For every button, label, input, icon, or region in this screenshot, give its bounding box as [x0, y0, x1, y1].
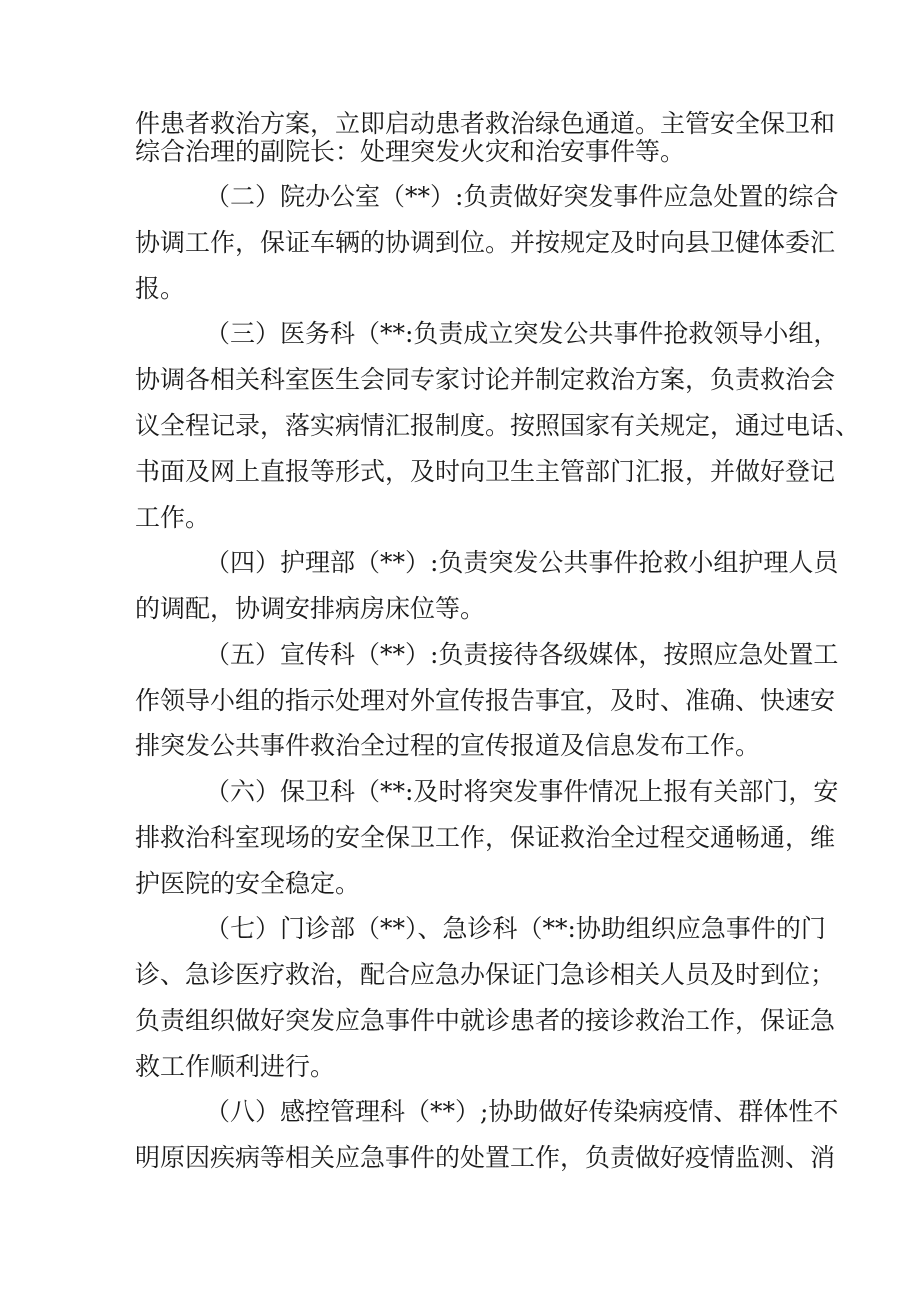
text-line: 工作。	[135, 503, 211, 532]
text-line: 书面及网上直报等形式，及时向卫生主管部门汇报，并做好登记	[135, 457, 836, 486]
text-line: 议全程记录，落实病情汇报制度。按照国家有关规定，通过电话、	[135, 411, 861, 440]
paragraph-start-line: （二）院办公室（**）:负责做好突发事件应急处置的综合	[205, 182, 839, 211]
text-line: 排救治科室现场的安全保卫工作，保证救治全过程交通畅通，维	[135, 823, 836, 852]
text-line: 护医院的安全稳定。	[135, 869, 361, 898]
paragraph-start-line: （八）感控管理科（**）;协助做好传染病疫情、群体性不	[205, 1097, 839, 1126]
text-line: 件患者救治方案，立即启动患者救治绿色通道。主管安全保卫和	[135, 109, 836, 138]
text-line: 作领导小组的指示处理对外宣传报告事宜，及时、准确、快速安	[135, 686, 836, 715]
text-line: 负责组织做好突发应急事件中就诊患者的接诊救治工作，保证急	[135, 1006, 836, 1035]
paragraph-start-line: （四）护理部（**）:负责突发公共事件抢救小组护理人员	[205, 548, 839, 577]
paragraph-start-line: （三）医务科（**:负责成立突发公共事件抢救领导小组，	[205, 319, 839, 348]
paragraph-start-line: （六）保卫科（**:及时将突发事件情况上报有关部门，安	[205, 777, 839, 806]
paragraph-start-line: （五）宣传科（**）:负责接待各级媒体，按照应急处置工	[205, 640, 839, 669]
text-line: 的调配，协调安排病房床位等。	[135, 594, 486, 623]
paragraph-start-line: （七）门诊部（**）、急诊科（**:协助组织应急事件的门	[205, 914, 826, 943]
text-line: 救工作顺利进行。	[135, 1052, 336, 1081]
text-line: 协调工作，保证车辆的协调到位。并按规定及时向县卫健体委汇	[135, 228, 836, 257]
text-line: 协调各相关科室医生会同专家讨论并制定救治方案，负责救治会	[135, 365, 836, 394]
text-line: 综合治理的副院长：处理突发火灾和治安事件等。	[135, 137, 686, 166]
text-line: 排突发公共事件救治全过程的宣传报道及信息发布工作。	[135, 731, 761, 760]
text-line: 报。	[135, 274, 186, 303]
text-line: 明原因疾病等相关应急事件的处置工作，负责做好疫情监测、消	[135, 1143, 836, 1172]
text-line: 诊、急诊医疗救治，配合应急办保证门急诊相关人员及时到位；	[135, 960, 836, 989]
